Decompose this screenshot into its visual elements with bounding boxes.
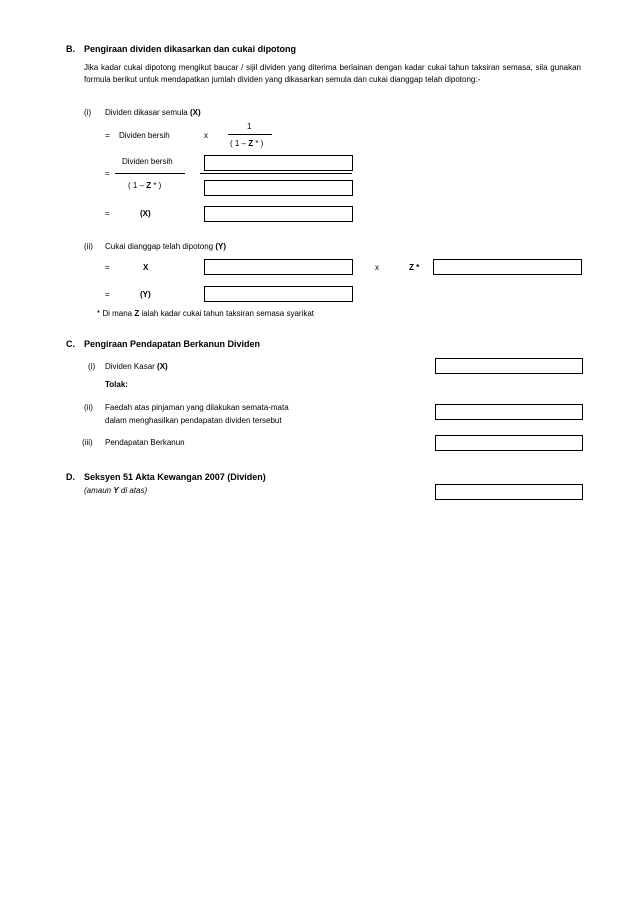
- ii-z-label: Z *: [409, 263, 420, 272]
- footnote: [97, 309, 314, 318]
- eq2-sign: =: [105, 169, 110, 178]
- eq1-dividen-bersih: Dividen bersih: [119, 131, 170, 140]
- section-b-paragraph: Jika kadar cukai dipotong mengikut baucar / sijil dividen yang diterima berlainan dengan kadar cukai tahun taksiran semasa, sila gunakan formula berikut untuk mendapatkan jumlah dividen yang dikasarkan semula dan cukai dianggap telah dipotong:-: [84, 63, 581, 84]
- section-b-letter: B.: [66, 44, 75, 54]
- c-i-label-text: Dividen Kasar: [105, 362, 155, 371]
- frac2-den-z: Z: [146, 181, 152, 190]
- frac2-den-b: * ): [151, 181, 162, 190]
- frac2-numerator: Dividen bersih: [122, 157, 173, 166]
- item-i-number: (i): [84, 108, 92, 117]
- pendapatan-berkanun-input-box[interactable]: [435, 435, 583, 451]
- footnote-z: Z: [134, 309, 140, 318]
- frac-den-b: * ): [253, 139, 264, 148]
- frac-numerator: 1: [247, 122, 252, 131]
- eq3-var-x: (X): [140, 209, 151, 218]
- d-sub-y: Y: [113, 486, 119, 495]
- item-ii-number: (ii): [84, 242, 93, 251]
- denominator-input-box[interactable]: [204, 180, 353, 196]
- d-sub-a: (amaun: [84, 486, 114, 495]
- tolak-label: Tolak:: [105, 380, 128, 389]
- c-i-var: (X): [157, 362, 168, 371]
- footnote-b: ialah kadar cukai tahun taksiran semasa syarikat: [139, 309, 315, 318]
- ii-eq2-sign: =: [105, 290, 110, 299]
- eq3-sign: =: [105, 209, 110, 218]
- ii-eq1-sign: =: [105, 263, 110, 272]
- frac-denominator: [230, 139, 263, 148]
- frac-den-a: ( 1 –: [230, 139, 249, 148]
- item-ii-label-text: Cukai dianggap telah dipotong: [105, 242, 214, 251]
- ii-eq2-var-y: (Y): [140, 290, 151, 299]
- item-i-var: (X): [189, 108, 201, 117]
- section-d-subtitle: [84, 486, 147, 495]
- item-ii-label: [105, 242, 226, 251]
- c-iii-label: Pendapatan Berkanun: [105, 438, 185, 447]
- c-ii-line1: Faedah atas pinjaman yang dilakukan semata-mata: [105, 403, 289, 412]
- ii-x-input-box[interactable]: [204, 259, 353, 275]
- item-ii-var: (Y): [215, 242, 226, 251]
- d-sub-b: di atas): [118, 486, 148, 495]
- section-b-title: Pengiraan dividen dikasarkan dan cukai dipotong: [84, 44, 297, 54]
- section-c-letter: C.: [66, 339, 75, 349]
- seksyen-51-input-box[interactable]: [435, 484, 583, 500]
- frac-den-z: Z: [248, 139, 254, 148]
- c-iii-number: (iii): [82, 438, 93, 447]
- section-d-letter: D.: [66, 472, 75, 482]
- dividen-bersih-input-box[interactable]: [204, 155, 353, 171]
- c-i-number: (i): [88, 362, 96, 371]
- fraction-line: [228, 134, 272, 135]
- fraction2-line-right: [200, 173, 352, 174]
- faedah-input-box[interactable]: [435, 404, 583, 420]
- fraction2-line: [115, 173, 185, 174]
- c-ii-number: (ii): [84, 403, 93, 412]
- dividen-kasar-input-box[interactable]: [435, 358, 583, 374]
- ii-times: x: [375, 263, 379, 272]
- frac2-denominator: [128, 181, 161, 190]
- section-c-title: Pengiraan Pendapatan Berkanun Dividen: [84, 339, 261, 349]
- footnote-a: * Di mana: [97, 309, 135, 318]
- eq1-sign: =: [105, 131, 110, 140]
- eq1-times: x: [204, 131, 208, 140]
- c-ii-line2: dalam menghasilkan pendapatan dividen tersebut: [105, 416, 282, 425]
- section-d-title: Seksyen 51 Akta Kewangan 2007 (Dividen): [84, 472, 266, 482]
- item-i-label: [105, 108, 201, 117]
- x-result-input-box[interactable]: [204, 206, 353, 222]
- y-result-input-box[interactable]: [204, 286, 353, 302]
- c-i-label: [105, 362, 168, 371]
- ii-eq1-var-x: X: [143, 263, 149, 272]
- ii-z-input-box[interactable]: [433, 259, 582, 275]
- item-i-label-text: Dividen dikasar semula: [105, 108, 188, 117]
- frac2-den-a: ( 1 –: [128, 181, 147, 190]
